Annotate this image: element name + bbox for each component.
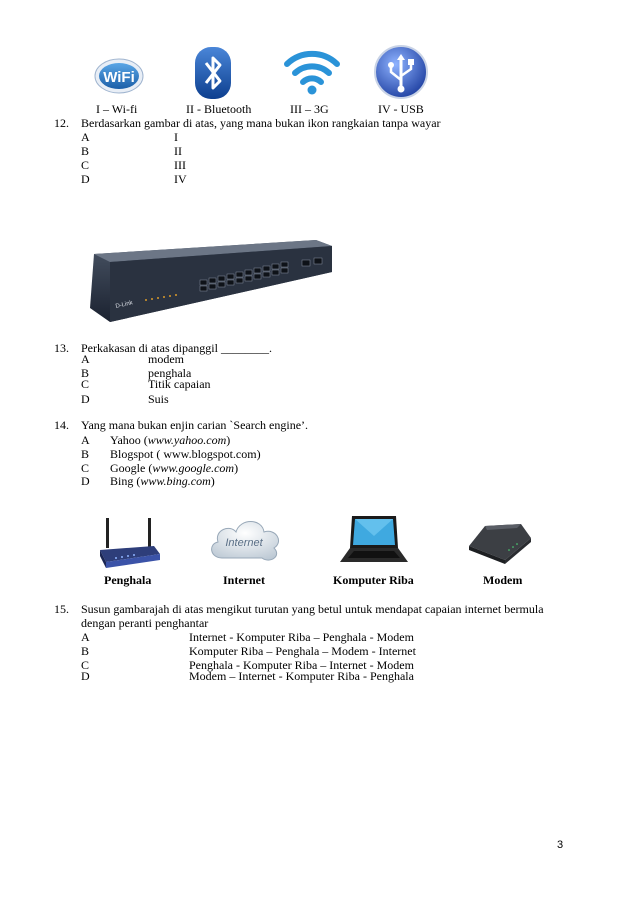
option-letter: C	[81, 377, 90, 391]
option-text: IV	[174, 172, 187, 186]
question-text-line2: dengan peranti penghantar	[81, 616, 209, 630]
option-text: penghala	[148, 366, 192, 380]
device-label-internet: Internet	[223, 573, 265, 587]
option-text: Komputer Riba – Penghala – Modem - Internet	[189, 644, 416, 658]
option-text: Blogspot ( www.blogspot.com)	[110, 447, 261, 461]
option-letter: D	[81, 474, 90, 488]
option-text: Internet - Komputer Riba – Penghala - Modem	[189, 630, 414, 644]
option-letter: A	[81, 630, 90, 644]
page-number: 3	[557, 839, 564, 851]
option-text: Suis	[148, 392, 169, 406]
router-icon	[96, 514, 162, 570]
modem-icon	[465, 516, 535, 566]
option-letter: A	[81, 433, 90, 447]
option-letter: C	[81, 461, 90, 475]
option-text: I	[174, 130, 178, 144]
question-number: 14.	[54, 418, 69, 432]
search-engine-name: Yahoo	[110, 433, 141, 447]
option-text: Yahoo (www.yahoo.com)	[110, 433, 231, 447]
icon-label-wifi: I – Wi-fi	[96, 102, 138, 116]
option-text: modem	[148, 352, 184, 366]
option-letter: B	[81, 644, 90, 658]
internet-cloud-icon	[204, 512, 284, 566]
search-engine-name: Blogspot	[110, 447, 154, 461]
device-label-router: Penghala	[104, 573, 152, 587]
option-letter: B	[81, 144, 90, 158]
option-letter: D	[81, 172, 90, 186]
option-text: II	[174, 144, 182, 158]
option-letter: B	[81, 447, 90, 461]
laptop-icon	[338, 512, 410, 568]
device-label-laptop: Komputer Riba	[333, 573, 414, 587]
search-engine-name: Google	[110, 461, 146, 475]
network-switch-image	[86, 236, 336, 326]
device-label-modem: Modem	[483, 573, 523, 587]
search-engine-url: www.yahoo.com	[147, 433, 227, 447]
option-text: Penghala - Komputer Riba – Internet - Modem	[189, 658, 414, 672]
question-text: Yang mana bukan enjin carian `Search engine’.	[81, 418, 309, 432]
option-letter: C	[81, 158, 90, 172]
option-text: Bing (www.bing.com)	[110, 474, 215, 488]
usb-icon	[373, 44, 429, 100]
icon-label-bluetooth: II - Bluetooth	[186, 102, 252, 116]
option-letter: C	[81, 658, 90, 672]
option-text: Google (www.google.com)	[110, 461, 239, 475]
search-engine-name: Bing	[110, 474, 134, 488]
signal-3g-icon	[283, 44, 341, 96]
bluetooth-icon	[193, 45, 233, 101]
search-engine-url: www.bing.com	[140, 474, 211, 488]
option-text: III	[174, 158, 186, 172]
search-engine-url: www.blogspot.com	[163, 447, 257, 461]
wifi-icon	[93, 56, 145, 96]
icon-label-3g: III – 3G	[290, 102, 329, 116]
option-letter: A	[81, 130, 90, 144]
option-letter: A	[81, 352, 90, 366]
question-text: Berdasarkan gambar di atas, yang mana bukan ikon rangkaian tanpa wayar	[81, 116, 441, 130]
option-letter: B	[81, 366, 90, 380]
question-text-line1: Susun gambarajah di atas mengikut turutan yang betul untuk mendapat capaian internet bermula	[81, 602, 544, 616]
question-number: 15.	[54, 602, 69, 616]
question-number: 12.	[54, 116, 69, 130]
question-number: 13.	[54, 341, 69, 355]
search-engine-url: www.google.com	[152, 461, 235, 475]
option-letter: D	[81, 669, 90, 683]
switch-brand-label: D-Link	[115, 300, 134, 310]
wifi-icon-text: WiFi	[103, 69, 135, 86]
question-text: Perkakasan di atas dipanggil ________.	[81, 341, 272, 355]
cloud-text: Internet	[225, 537, 263, 549]
option-text: Titik capaian	[148, 377, 211, 391]
icon-label-usb: IV - USB	[378, 102, 424, 116]
option-text: Modem – Internet - Komputer Riba - Penghala	[189, 669, 414, 683]
option-letter: D	[81, 392, 90, 406]
